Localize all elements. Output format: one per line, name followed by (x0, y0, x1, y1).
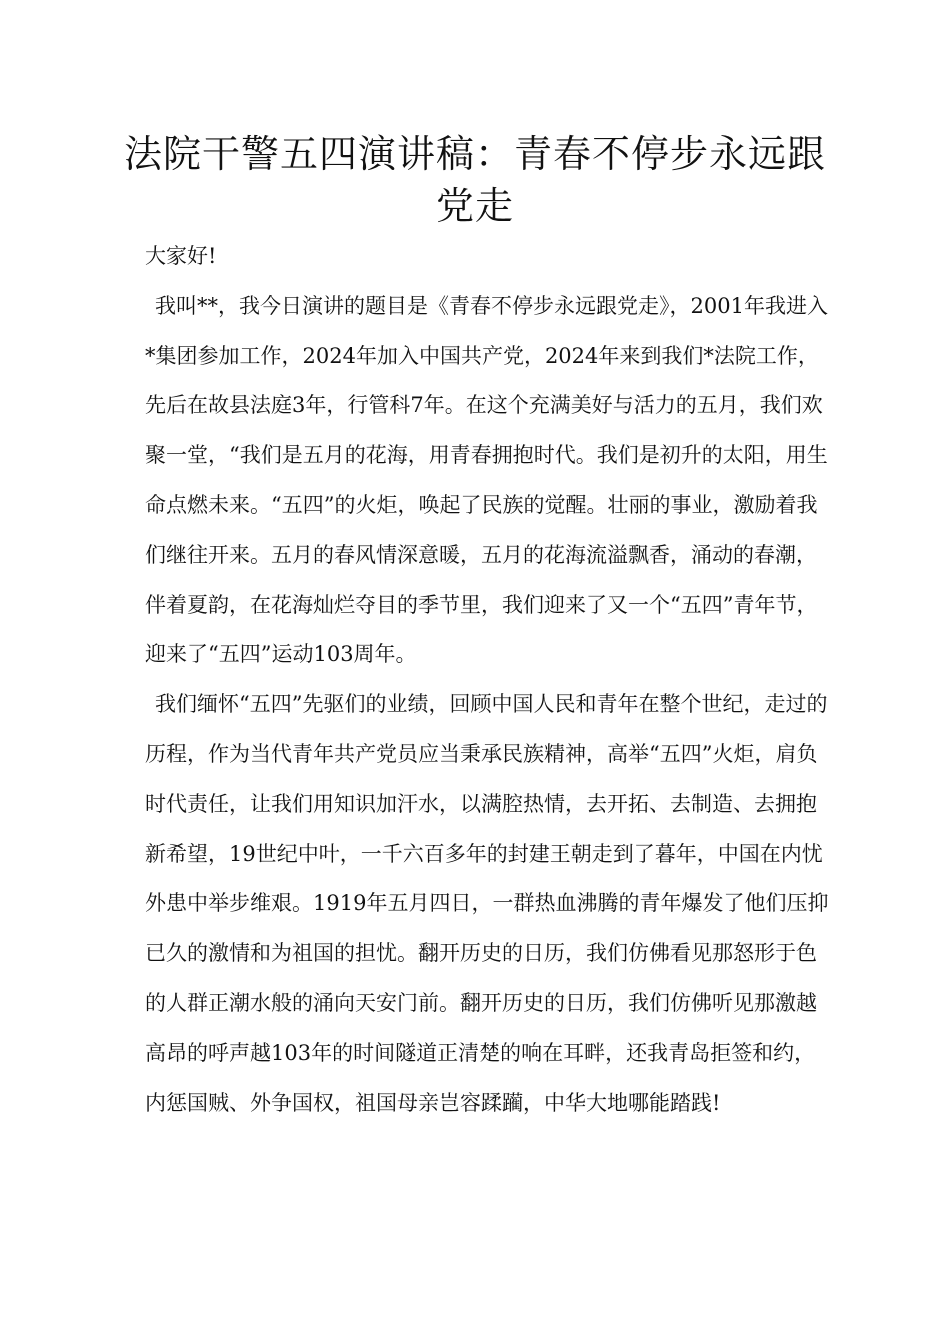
greeting: 大家好! (145, 244, 217, 268)
paragraph-2: 我们缅怀“五四”先驱们的业绩，回顾中国人民和青年在整个世纪，走过的历程，作为当代青年共产党员应当秉承民族精神，高举“五四”火炬，肩负时代责任，让我们用知识加汗水，以满腔热情，去开拓、去制造、去拥抱新希望，19世纪中叶，一千六百多年的封建王朝走到了暮年，中国在内忧外患中举步维艰。1919年五月四日，一群热血沸腾的青年爆发了他们压抑已久的激情和为祖国的担忧。翻开历史的日历，我们仿佛看见那怒形于色的人群正潮水般的涌向天安门前。翻开历史的日历，我们仿佛听见那激越高昂的呼声越103年的时间隧道正清楚的响在耳畔，还我青岛拒签和约，内惩国贼、外争国权，祖国母亲岂容蹂躏，中华大地哪能踏践! (145, 692, 829, 1115)
document-title: 法院干警五四演讲稿：青春不停步永远跟党走 (123, 132, 826, 228)
paragraph-1: 我叫**，我今日演讲的题目是《青春不停步永远跟党走》，2001年我进入*集团参加工作，2024年加入中国共产党，2024年来到我们*法院工作，先后在故县法庭3年，行管科7年。在这个充满美好与活力的五月，我们欢聚一堂，“我们是五月的花海，用青春拥抱时代。我们是初升的太阳，用生命点燃未来。“五四”的火炬，唤起了民族的觉醒。壮丽的事业，激励着我们继往开来。五月的春风情深意暖，五月的花海流溢飘香，涌动的春潮，伴着夏韵，在花海灿烂夺目的季节里，我们迎来了又一个“五四”青年节，迎来了“五四”运动103周年。 (145, 293, 828, 667)
document-body (145, 232, 835, 1128)
